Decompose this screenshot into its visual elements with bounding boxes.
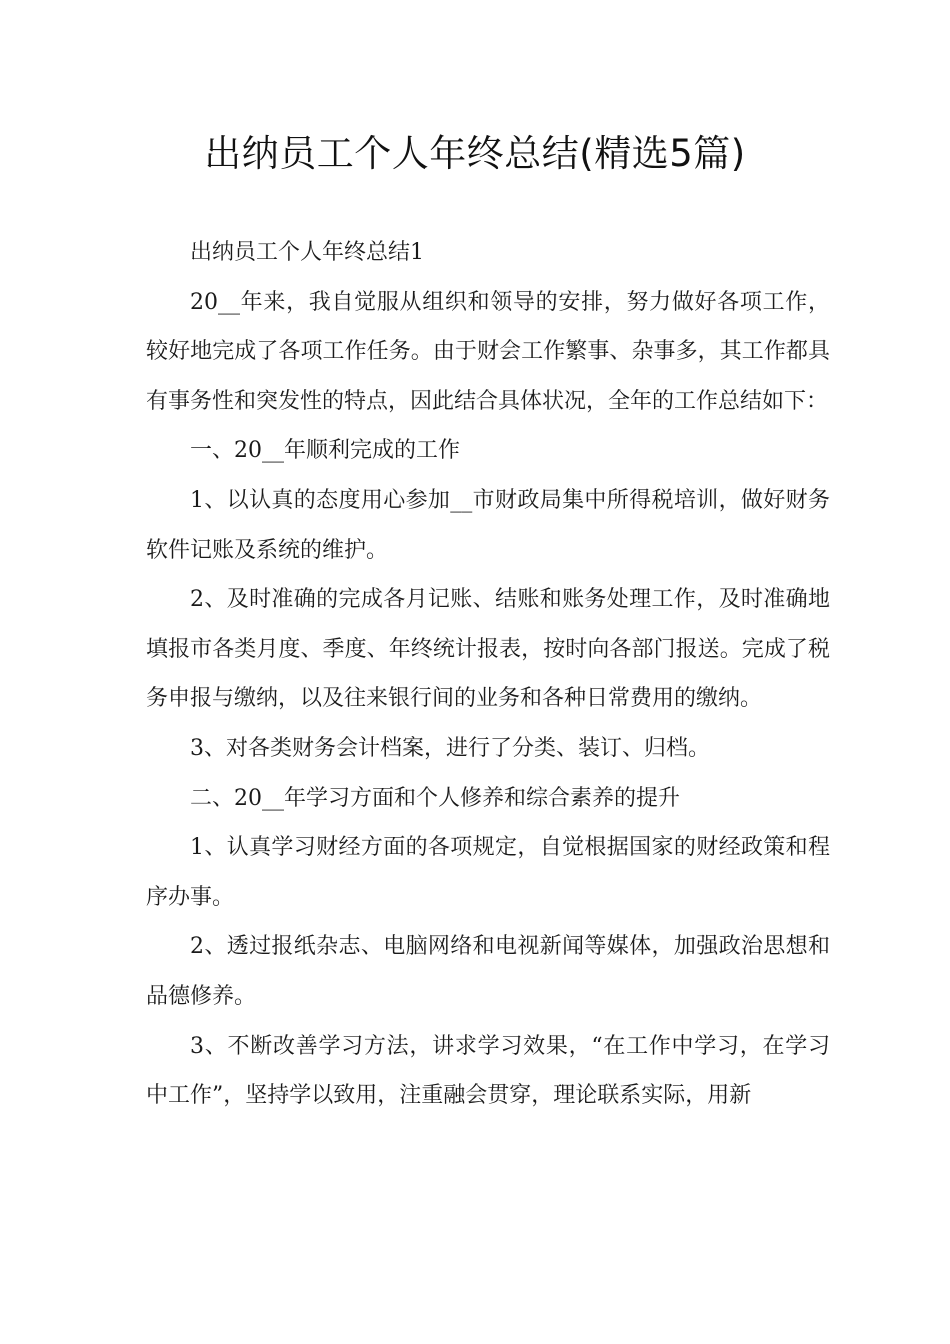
paragraph: 2、透过报纸杂志、电脑网络和电视新闻等媒体，加强政治思想和品德修养。 xyxy=(146,934,830,1009)
section-heading: 二、20__年学习方面和个人修养和综合素养的提升 xyxy=(190,785,680,811)
paragraph: 3、不断改善学习方法，讲求学习效果，“在工作中学习，在学习中工作”，坚持学以致用，注重融会贯穿，理论联系实际，用新 xyxy=(146,1033,830,1109)
paragraph: 3、对各类财务会计档案，进行了分类、装订、归档。 xyxy=(190,735,710,761)
section-heading: 出纳员工个人年终总结1 xyxy=(190,240,424,265)
document-body xyxy=(146,228,830,1121)
document-title: 出纳员工个人年终总结(精选5篇) xyxy=(204,132,746,175)
section-heading: 一、20__年顺利完成的工作 xyxy=(190,438,460,464)
paragraph: 20__年来，我自觉服从组织和领导的安排，努力做好各项工作，较好地完成了各项工作任务。由于财会工作繁事、杂事多，其工作都具有事务性和突发性的特点，因此结合具体状况，全年的工作总结如下： xyxy=(146,289,830,414)
paragraph: 1、认真学习财经方面的各项规定，自觉根据国家的财经政策和程序办事。 xyxy=(146,835,830,910)
paragraph: 1、以认真的态度用心参加__市财政局集中所得税培训，做好财务软件记账及系统的维护。 xyxy=(146,487,830,563)
paragraph: 2、及时准确的完成各月记账、结账和账务处理工作，及时准确地填报市各类月度、季度、年终统计报表，按时向各部门报送。完成了税务申报与缴纳，以及往来银行间的业务和各种日常费用的缴纳。 xyxy=(146,587,830,712)
